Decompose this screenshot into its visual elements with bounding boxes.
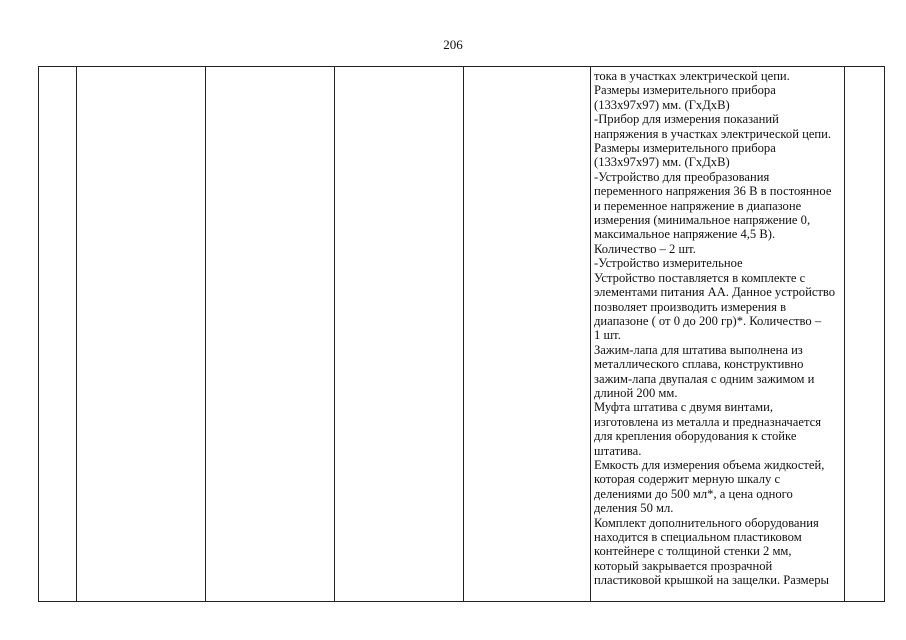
description-line: напряжения в участках электрической цепи. [594,126,832,141]
description-line: элементами питания АА. Данное устройство [594,285,836,300]
description-line: максимальное напряжение 4,5 В). [594,227,776,242]
description-line: Количество – 2 шт. [594,241,696,256]
description-line: Комплект дополнительного оборудования [594,515,819,530]
table-row [39,67,885,602]
description-line: для крепления оборудования к стойке [594,429,797,444]
description-line: -Устройство измерительное [594,256,743,271]
cell-name [77,67,206,602]
description-line: делениями до 500 мл*, а цена одного [594,486,793,501]
description-line: Размеры измерительного прибора [594,141,776,156]
description-line: измерения (минимальное напряжение 0, [594,213,811,228]
description-line: и переменное напряжение в диапазоне [594,198,802,213]
description-line: которая содержит мерную шкалу с [594,472,781,487]
description-line: который закрывается прозрачной [594,558,773,573]
description-line: контейнере с толщиной стенки 2 мм, [594,544,792,559]
description-line: переменного напряжения 36 В в постоянное [594,184,832,199]
description-line: -Прибор для измерения показаний [594,112,779,127]
description-line: Устройство поставляется в комплекте с [594,270,806,285]
description-line: деления 50 мл. [594,501,674,516]
description-line: изготовлена из металла и предназначается [594,414,821,429]
description-line: Емкость для измерения объема жидкостей, [594,457,825,472]
description-text [594,69,841,588]
cell-column-3 [206,67,335,602]
page-number: 206 [443,37,463,52]
description-line: диапазоне ( от 0 до 200 гр)*. Количество – [594,313,822,328]
description-line: -Устройство для преобразования [594,169,770,184]
description-line: длиной 200 мм. [594,385,678,400]
description-line: находится в специальном пластиковом [594,530,802,544]
cell-column-5 [464,67,591,602]
description-line: пластиковой крышкой на защелки. Размеры [594,573,829,588]
cell-description [591,67,845,602]
description-line: зажим-лапа двупалая с одним зажимом и [594,371,815,386]
description-line: (133х97х97) мм. (ГхДхВ) [594,155,730,170]
description-line: 1 шт. [594,328,621,343]
description-line: металлического сплава, конструктивно [594,357,804,372]
description-line: тока в участках электрической цепи. [594,69,790,83]
description-line: (133х97х97) мм. (ГхДхВ) [594,97,730,112]
specification-table [38,66,885,602]
description-line: Размеры измерительного прибора [594,83,776,98]
cell-number [39,67,77,602]
description-line: Муфта штатива с двумя винтами, [594,400,774,415]
description-line: позволяет производить измерения в [594,299,787,314]
description-line: Зажим-лапа для штатива выполнена из [594,342,803,357]
cell-column-4 [335,67,464,602]
cell-quantity [845,67,885,602]
description-line: штатива. [594,443,642,458]
